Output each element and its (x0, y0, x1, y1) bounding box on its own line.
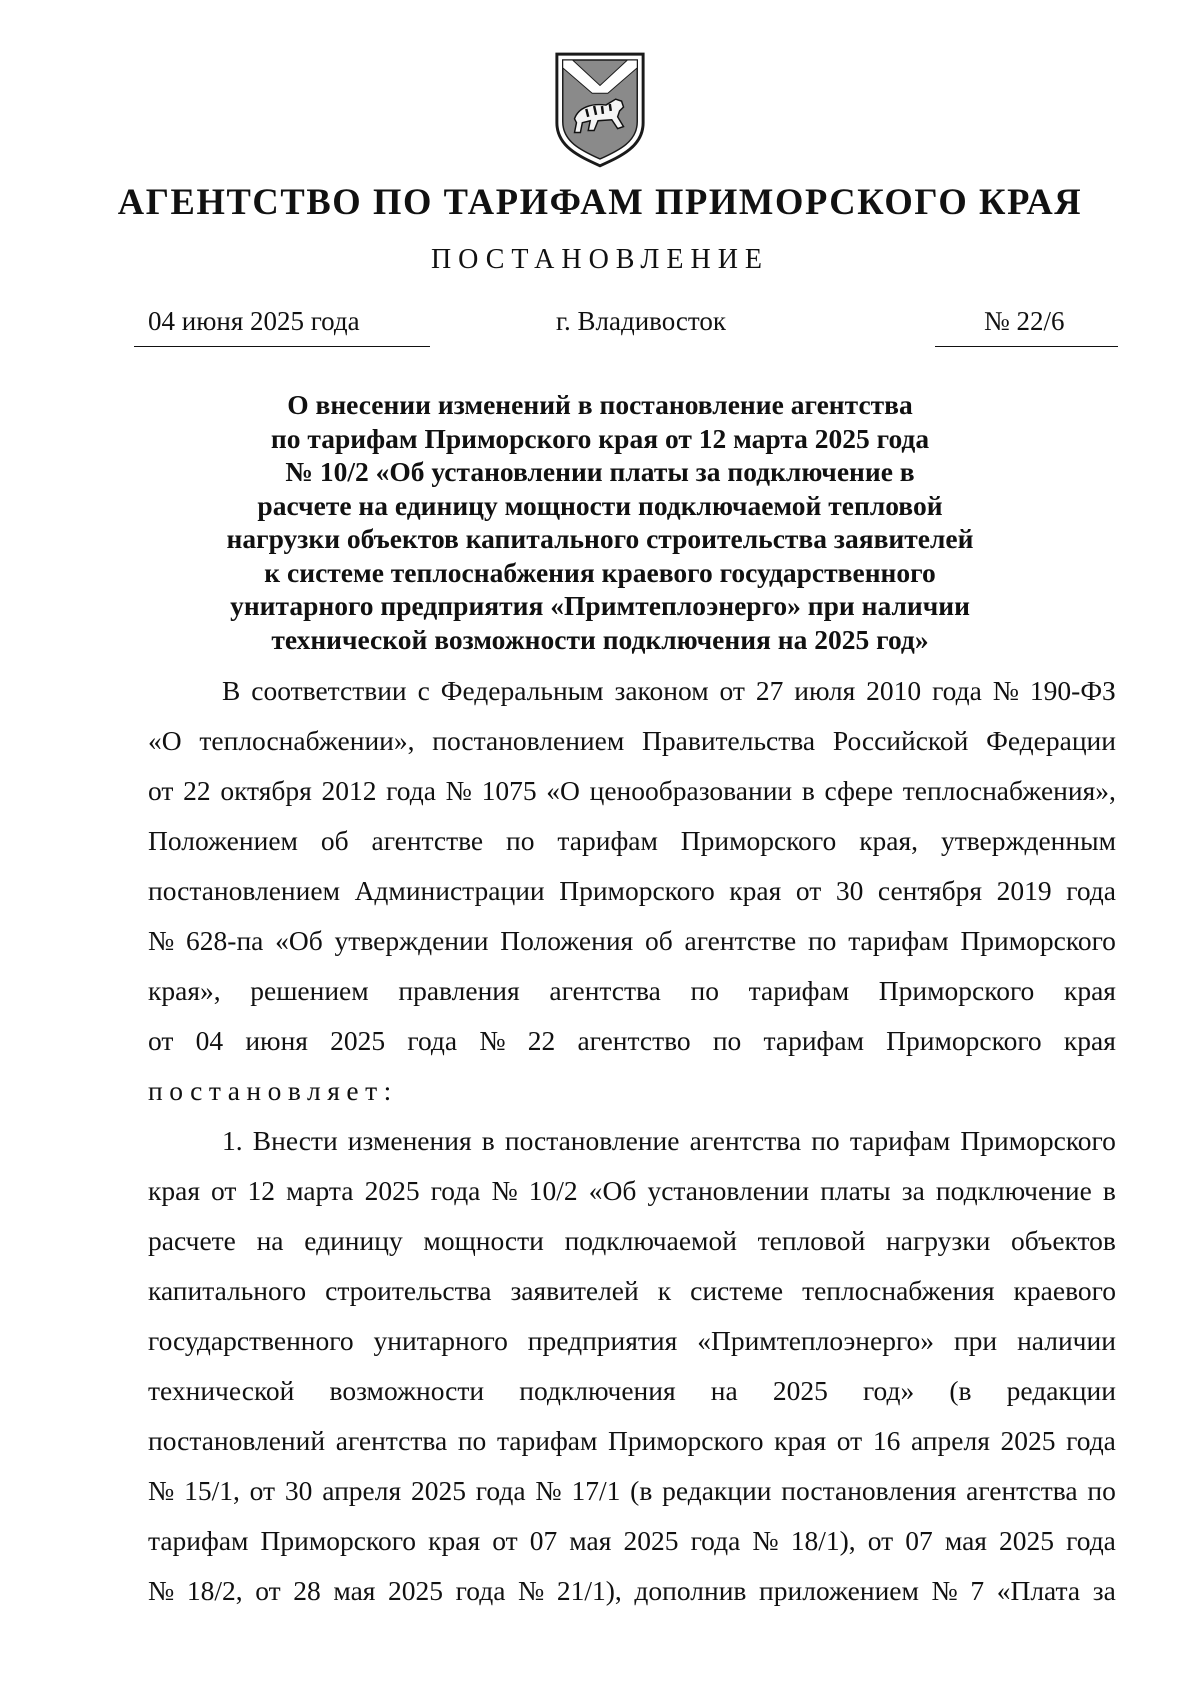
body-line-decree: постановляет: (148, 1075, 398, 1106)
word: Приморского (680, 825, 837, 856)
word: утвержденным (940, 825, 1116, 856)
word: 28 (293, 1575, 321, 1606)
word: от (795, 875, 822, 906)
date-underline (134, 346, 430, 347)
body-line (148, 1424, 1116, 1458)
title-line: унитарного предприятия «Примтеплоэнерго» при наличии (230, 590, 970, 621)
word: года (455, 1575, 506, 1606)
word: № (518, 1575, 545, 1606)
word: Приморского (608, 1425, 764, 1456)
word: капитального (148, 1275, 307, 1306)
body-line (222, 1124, 1116, 1158)
word: Внести (252, 1125, 338, 1156)
body-line (222, 674, 1116, 708)
word: (в (949, 1375, 972, 1406)
word: 07 (905, 1525, 933, 1556)
word: № (992, 675, 1019, 706)
word: тепловой (757, 1225, 866, 1256)
word: в (801, 775, 815, 806)
word: апреля (910, 1425, 990, 1456)
word: к (657, 1275, 672, 1306)
word: строительства (325, 1275, 492, 1306)
word: года (386, 775, 436, 806)
body-line (148, 1574, 1116, 1608)
word: Положения (500, 925, 634, 956)
word: единицу (304, 1225, 403, 1256)
word: об (320, 825, 349, 856)
word: 2025 (1000, 1425, 1056, 1456)
word: Российской (832, 725, 969, 756)
word: мощности (423, 1225, 544, 1256)
word: тарифам (848, 925, 949, 956)
word: края», (148, 975, 221, 1006)
word: постановления (781, 1475, 957, 1506)
word: года (407, 1025, 458, 1056)
word: 628-па (186, 925, 264, 956)
word: агентства (689, 1125, 802, 1156)
word: апреля (322, 1475, 402, 1506)
word: (в (630, 1475, 653, 1506)
word: от (719, 675, 745, 706)
word: 15/1, (184, 1475, 240, 1506)
word: июля (794, 675, 856, 706)
word: подключение (935, 1175, 1092, 1206)
word: нагрузки (886, 1225, 991, 1256)
title-line: к системе теплоснабжения краевого государственного (264, 556, 936, 588)
word: 2025 (999, 1525, 1055, 1556)
word: № (148, 1475, 175, 1506)
word: мая (569, 1525, 612, 1556)
body-line (148, 824, 1116, 858)
word: технической (148, 1375, 295, 1406)
word: края (1063, 975, 1116, 1006)
word: Приморского (960, 925, 1116, 956)
word: по (506, 825, 535, 856)
word: края (148, 1175, 200, 1206)
word: постановлением (432, 725, 625, 756)
word: октября (220, 775, 312, 806)
word: 30 (835, 875, 864, 906)
word: 30 (284, 1475, 313, 1506)
word: марта (286, 1175, 354, 1206)
word: 22 (183, 775, 211, 806)
word: в (481, 1125, 495, 1156)
word: В (222, 675, 241, 706)
word: Положением (148, 825, 298, 856)
word: агентства (549, 975, 661, 1006)
word: тарифам (748, 975, 850, 1006)
document-city: г. Владивосток (556, 306, 726, 336)
word: июня (245, 1025, 308, 1056)
word: 190-ФЗ (1029, 675, 1116, 706)
word: системе (690, 1275, 784, 1306)
word: № (491, 1175, 518, 1206)
word: по (690, 975, 719, 1006)
word: 07 (529, 1525, 558, 1556)
word: правления (398, 975, 520, 1006)
word: утверждении (334, 925, 489, 956)
word: «Примтеплоэнерго» (697, 1325, 935, 1356)
coat-of-arms-icon (551, 46, 649, 170)
body-line (148, 974, 1116, 1008)
word: края, (859, 825, 919, 856)
word: 2025 (330, 1025, 386, 1056)
word: редакции (1006, 1375, 1116, 1406)
document-number: № 22/6 (984, 306, 1065, 336)
word: с (417, 675, 430, 706)
word: мая (333, 1575, 376, 1606)
number-underline (935, 346, 1118, 347)
word: Приморского (878, 975, 1035, 1006)
word: об (644, 925, 673, 956)
word: год» (862, 1375, 915, 1406)
word: 7 (970, 1575, 985, 1606)
word: тарифам (849, 1125, 951, 1156)
word: года (430, 1175, 481, 1206)
word: от (249, 1475, 276, 1506)
word: установлении (647, 1175, 810, 1206)
word: ценообразовании (589, 775, 793, 806)
body-line (148, 774, 1116, 808)
word: Федерации (986, 725, 1116, 756)
word: «Об (275, 925, 323, 956)
title-line: технической возможности подключения на 2025 год» (271, 623, 929, 655)
word: края (1063, 1025, 1116, 1056)
word: Приморского (886, 1025, 1042, 1056)
body-line (148, 924, 1116, 958)
word: государственного (148, 1325, 354, 1356)
word: Администрации (354, 875, 545, 906)
word: теплоснабжения (802, 1275, 995, 1306)
word: возможности (329, 1375, 485, 1406)
word: 16 (872, 1425, 901, 1456)
word: № (445, 775, 472, 806)
word: изменения (347, 1125, 472, 1156)
word: № (148, 925, 175, 956)
word: объектов (1011, 1225, 1116, 1256)
word: Приморского (559, 875, 715, 906)
word: № (752, 1525, 779, 1556)
body-line (148, 724, 1116, 758)
word: Приморского (260, 1525, 417, 1556)
word: 2012 (321, 775, 377, 806)
title-line: нагрузки объектов капитального строительства заявителей (226, 523, 974, 554)
word: по (457, 1425, 487, 1456)
word: 2025 (623, 1525, 679, 1556)
body-line (148, 1024, 1116, 1058)
word: подключаемой (564, 1225, 737, 1256)
body-line (148, 1224, 1116, 1258)
agency-heading: АГЕНТСТВО ПО ТАРИФАМ ПРИМОРСКОГО КРАЯ (117, 181, 1083, 222)
word: постановление (504, 1125, 680, 1156)
word: 18/2, (186, 1575, 243, 1606)
word: на (710, 1375, 738, 1406)
word: на (256, 1225, 284, 1256)
word: по (712, 1025, 742, 1056)
word: № (479, 1025, 506, 1056)
word: сфере (824, 775, 894, 806)
word: 1075 (481, 775, 537, 806)
word: платы (820, 1175, 891, 1206)
title-line: № 10/2 «Об установлении платы за подключение в (285, 456, 915, 487)
word: «О (546, 775, 580, 806)
word: предприятия (527, 1325, 678, 1356)
word: от (836, 1425, 863, 1456)
word: от (148, 1025, 174, 1056)
word: приложением (759, 1575, 919, 1606)
word: № (535, 1475, 562, 1506)
word: № (148, 1575, 175, 1606)
word: года (1066, 1425, 1116, 1456)
word: мая (944, 1525, 987, 1556)
body-line (148, 1174, 1116, 1208)
word: года (690, 1525, 741, 1556)
word: № (931, 1575, 958, 1606)
word: 12 (247, 1175, 276, 1206)
word: «Плата (996, 1575, 1081, 1606)
word: 1. (222, 1125, 243, 1156)
word: тарифам (496, 1425, 598, 1456)
word: 22 (527, 1025, 556, 1056)
body-line (148, 1274, 1116, 1308)
title-line: расчете на единицу мощности подключаемой тепловой (257, 489, 943, 521)
word: года (1066, 875, 1116, 906)
word: подключения (519, 1375, 676, 1406)
word: за (901, 1175, 925, 1206)
word: года (932, 675, 982, 706)
word: постановлений (148, 1425, 326, 1456)
word: тарифам (148, 1525, 249, 1556)
word: 18/1), (790, 1525, 856, 1556)
word: 27 (755, 675, 784, 706)
word: 2025 (364, 1175, 420, 1206)
word: агентстве (684, 925, 797, 956)
word: решением (250, 975, 369, 1006)
word: теплоснабжения», (902, 775, 1116, 806)
word: края (774, 1425, 827, 1456)
word: 2010 (866, 675, 922, 706)
word: от (492, 1525, 518, 1556)
body-line (148, 1474, 1116, 1508)
word: края (729, 875, 782, 906)
word: по (807, 925, 837, 956)
word: дополнив (634, 1575, 747, 1606)
document-date: 04 июня 2025 года (148, 306, 360, 336)
body-line (148, 1324, 1116, 1358)
word: от (867, 1525, 894, 1556)
word: «Об (588, 1175, 637, 1206)
word: заявителей (510, 1275, 639, 1306)
word: года (475, 1475, 526, 1506)
word: агентства (966, 1475, 1078, 1506)
document-type: ПОСТАНОВЛЕНИЕ (430, 244, 770, 275)
word: теплоснабжении», (199, 725, 415, 756)
word: Федеральным (440, 675, 604, 706)
word: унитарного (373, 1325, 508, 1356)
word: расчете (148, 1225, 236, 1256)
word: при (953, 1325, 998, 1356)
word: 2019 (996, 875, 1052, 906)
word: постановлением (148, 875, 340, 906)
word: 04 (195, 1025, 224, 1056)
word: законом (614, 675, 709, 706)
word: по (1087, 1475, 1116, 1506)
word: края (428, 1525, 481, 1556)
title-line: О внесении изменений в постановление агентства (287, 389, 913, 420)
word: 2025 (410, 1475, 466, 1506)
word: Правительства (642, 725, 816, 756)
word: тарифам (557, 825, 658, 856)
word: редакции (662, 1475, 772, 1506)
word: краевого (1013, 1275, 1116, 1306)
word: 17/1 (571, 1475, 621, 1506)
title-line: по тарифам Приморского края от 12 марта 2025 года (270, 422, 930, 454)
document-title (120, 388, 1080, 656)
word: наличии (1017, 1325, 1116, 1356)
word: тарифам (763, 1025, 864, 1056)
word: 2025 (388, 1575, 444, 1606)
word: от (255, 1575, 281, 1606)
word: агентстве (371, 825, 484, 856)
word: года (1066, 1525, 1116, 1556)
word: от (148, 775, 174, 806)
word: Приморского (960, 1125, 1116, 1156)
word: от (211, 1175, 237, 1206)
word: агентства (335, 1425, 448, 1456)
word: за (1092, 1575, 1116, 1606)
word: в (1102, 1175, 1116, 1206)
word: «О (148, 725, 182, 756)
word: 21/1), (556, 1575, 622, 1606)
body-line (148, 874, 1116, 908)
word: соответствии (251, 675, 407, 706)
body-line (148, 1524, 1116, 1558)
body-line (148, 1374, 1116, 1408)
word: по (811, 1125, 840, 1156)
word: 10/2 (528, 1175, 578, 1206)
word: агентство (577, 1025, 691, 1056)
word: 2025 (772, 1375, 828, 1406)
word: сентября (877, 875, 983, 906)
